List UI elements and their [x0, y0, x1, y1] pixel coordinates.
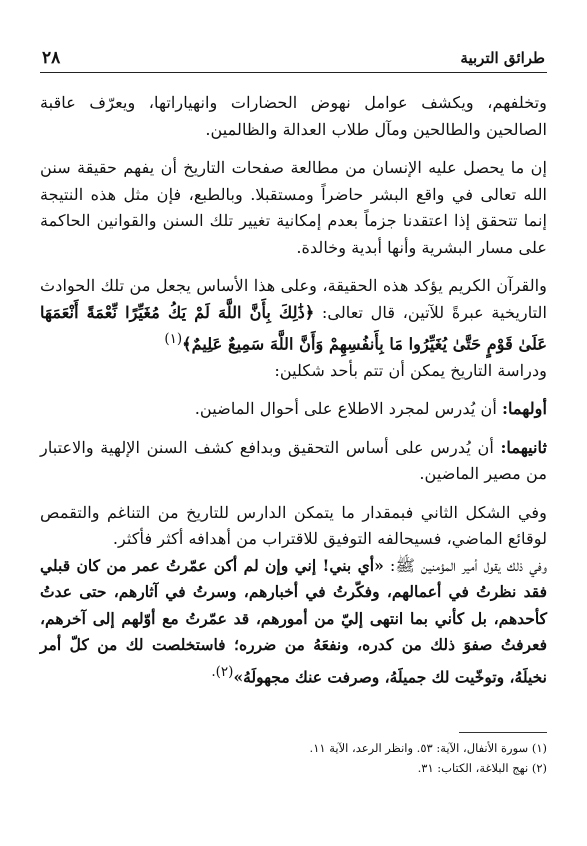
footnote-2: (٢) نهج البلاغة، الكتاب: ٣١. — [417, 761, 547, 775]
imam-quote: «أي بني! إني وإن لم أكن عمّرتُ عمر من كان قبلي فقد نظرتُ في أعمالهم، وفكّرتُ في أخبارهم، وسرتُ في آثارهم، حتى عدتُ كأحدهم، بل كأني بما انتهى إليّ من أمورهم، قد عمّرتُ مع أوّلهم إلى آخرهم، فعرفتُ صفوَ ذلك من كدره، ونفعَهُ من ضرره؛ فاستخلصت لك من كلّ أمر نخيلَهُ، وتوخّيت لك جميلَهُ، وصرفت عنك مجهولَهُ» — [40, 555, 547, 687]
paragraph-4: ودراسة التاريخ يمكن أن تتم بأحد شكلين: — [274, 360, 547, 380]
running-header — [40, 46, 547, 73]
paragraph-7: وفي الشكل الثاني فبمقدار ما يتمكن الدارس للتاريخ من التناغم والتقمص لوقائع الماضي، فسيحالفه التوفيق للاقتراب من أهدافه أكثر فأكثر. — [40, 502, 547, 549]
second-form-term: ثانيهما: — [500, 437, 547, 457]
footnote-ref-1: (١) — [164, 331, 183, 347]
first-form-text: أن يُدرس لمجرد الاطلاع على أحوال الماضين. — [194, 399, 503, 419]
footnote-ref-2: (٢). — [211, 663, 234, 680]
second-form-text: أن يُدرس على أساس التحقيق وبدافع كشف السنن الإلهية والاعتبار من مصير الماضين. — [40, 437, 547, 484]
paragraph-1: وتخلفهم، ويكشف عوامل نهوض الحضارات وانهياراتها، ويعرّف عاقبة الصالحين والطالحين ومآل طلاب العدالة والظالمين. — [40, 93, 547, 139]
paragraph-3-text: والقرآن الكريم يؤكد هذه الحقيقة، وعلى هذا الأساس يجعل من تلك الحوادث التاريخية عبرةً للآتين، قال تعالى: — [40, 276, 547, 322]
main-text — [40, 90, 547, 703]
quote-intro: وفي ذلك يقول أمير المؤمنين ﷺ: — [389, 555, 547, 575]
paragraph-6 — [40, 435, 547, 488]
footnote-separator — [459, 732, 547, 733]
paragraph-8 — [40, 553, 547, 691]
paragraph-2: إن ما يحصل عليه الإنسان من مطالعة صفحات التاريخ أن يفهم حقيقة سنن الله تعالى في واقع البشر حاضراً ومستقبلا. وبالطبع، فإن مثل هذه النتيجة إنما تتحقق إذا اعتقدنا جزماً بعدم إمكانية تغيير تلك السنن والقوانين الحاكمة على مسار البشرية وأنها أبدية وخالدة. — [40, 158, 547, 257]
paragraph-5 — [40, 396, 547, 423]
quran-verse: ﴿ذَٰلِكَ بِأَنَّ اللَّهَ لَمْ يَكُ مُغَيِّرًا نِّعْمَةً أَنْعَمَهَا عَلَىٰ قَوْمٍ حَتَّىٰ يُغَيِّرُوا مَا بِأَنفُسِهِمْ وَأَنَّ اللَّهَ سَمِيعٌ عَلِيمٌ﴾ — [40, 302, 547, 354]
paragraph-3 — [40, 273, 547, 358]
page-number: ٢٨ — [42, 48, 61, 68]
first-form-term: أولهما: — [502, 399, 547, 419]
footnote-1: (١) سورة الأنفال، الآية: ٥٣. وانظر الرعد، الآية ١١. — [309, 741, 547, 755]
book-title: طرائق التربية — [460, 49, 545, 67]
footnotes — [40, 738, 547, 778]
